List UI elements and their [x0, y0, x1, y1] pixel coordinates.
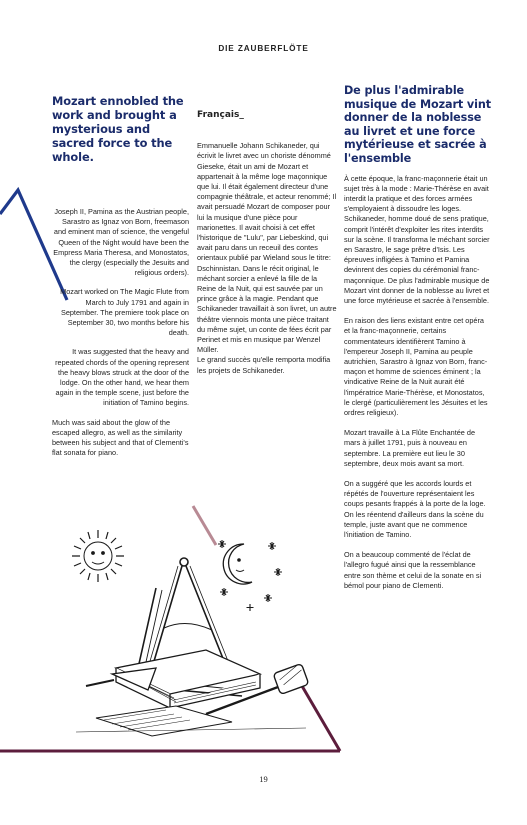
english-paragraph-1: Joseph II, Pamina as the Austrian people, Sarastro as Ignaz von Born, freemason and eminent man of science, the vengeful Queen of the Night would have been the Empress Maria Theresa, and Monostatos, the clergy (especially the Jesuits and religious orders).: [53, 207, 189, 278]
french-paragraph-3: Mozart travaille à La Flûte Enchantée de mars à juillet 1791, puis à nouveau en septembre. La première eut lieu le 30 septembre, deux mois avant sa mort.: [344, 428, 476, 468]
english-heading: Mozart ennobled the work and brought a mysterious and sacred force to the whole.: [52, 94, 184, 164]
french-intro-paragraph: Emmanuelle Johann Schikaneder, qui écrivit le livret avec un choriste dénommé Gieseke, était un ami de Mozart et appartenait à la même loge maçonnique que lui. Il était également directeur d'une compagnie théâtrale, et acteur renommé; Il avait persuadé Mozart de composer pour lui la musique d'une pièce pour marionettes. Il avait choisi à cet effet l'historique de "Lulu", par Liebeskind, qui avait paru dans un receuil des contes orientaux publié par Wieland sous le titre: Dschinnistan. Dans le récit original, le méchant sorcier a enlevé la fille de la Reine de la Nuit, qui est sauvée par un prince grâce à la magie. Pendant que Schikaneder travaillait à son livret, un autre théâtre viennois monta une pièce traitant du même sujet, un conte de fées écrit par Perinet et mis en musique par Wenzel Müller. Le grand succès qu'elle remporta modifia les projets de Schikaneder.: [197, 141, 337, 375]
language-label: Français_: [197, 110, 244, 120]
french-heading: De plus l'admirable musique de Mozart vint donner de la noblesse au livret et une force mytérieuse et sacrée à l'ensemble: [344, 84, 491, 165]
french-continuation-column: [344, 84, 492, 601]
stone-block: [76, 706, 306, 736]
french-paragraph-4: On a suggéré que les accords lourds et répétés de l'ouverture représentaient les coups pesants frappés à la porte de la loge. On les réentend d'ailleurs dans la scène du temple, juste avant que ne commence l'initiation de Tamino.: [344, 479, 486, 540]
running-head: DIE ZAUBERFLÖTE: [218, 44, 309, 53]
masonic-tools-engraving: [56, 518, 328, 750]
french-paragraph-2: En raison des liens existant entre cet opéra et la franc-maçonnerie, certains commentateurs identifièrent Tamino à l'empereur Joseph II, Pamina au peuple autrichien, Sarastro à Ignaz von Born, franc-maçon et homme de sciences éminent ; la vindicative Reine de la Nuit aurait été l'impératrice Marie-Thérèse, et Monostatos, le clergé (particulièrement les Jésuites et les ordres religieux).: [344, 316, 488, 418]
french-column: [197, 110, 337, 376]
page-number: 19: [259, 774, 268, 784]
compass-icon: [148, 558, 230, 668]
french-paragraph-1: À cette époque, la franc-maçonnerie était un sujet très à la mode : Marie-Thérèse en avait interdit la pratique et des forces armées s'employaient à dissoudre les loges. Schikaneder, homme doué de sens pratique, comprit l'intérêt d'exploiter les rites interdits sur la scène. Il transforma le méchant sorcier en Sarastro, le sage prêtre d'Isis. Les épreuves infligées à Tamino et Pamina devinrent des copies du cérémonial franc-maçonnique. De plus l'admirable musique de Mozart vint donner de la noblesse au livret et une force mytérieuse et sacrée à l'ensemble.: [344, 173, 490, 305]
english-paragraph-3: It was suggested that the heavy and repeated chords of the opening represent the heavy blows struck at the door of the lodge. On the other hand, we hear them again in the temple scene, just before the initiation of Tamino begins.: [55, 347, 189, 408]
crescent-moon-icon: [223, 544, 252, 584]
english-paragraph-2: Mozart worked on The Magic Flute from March to July 1791 and again in September. The premiere took place on September 30, two months before his death.: [60, 287, 189, 338]
english-column: [52, 94, 189, 467]
sun-icon: [72, 530, 124, 582]
french-paragraph-5: On a beaucoup commenté de l'éclat de l'allegro fugué ainsi que la ressemblance entre son thème et celui de la sonate en si bémol pour piano de Clementi.: [344, 550, 482, 590]
english-paragraph-4: Much was said about the glow of the escaped allegro, as well as the similarity between his subject and that of Clementi's flat sonata for piano.: [52, 417, 189, 458]
